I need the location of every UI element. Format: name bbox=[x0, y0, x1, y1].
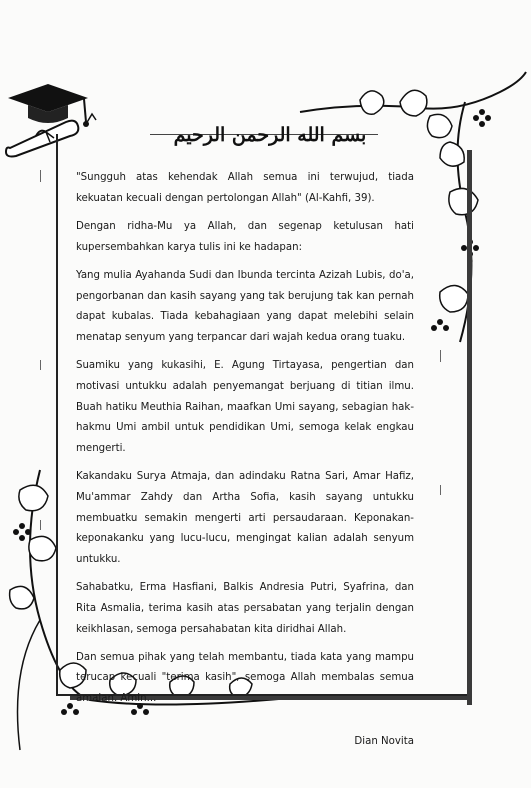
edge-mark bbox=[440, 485, 441, 495]
edge-mark bbox=[40, 520, 41, 530]
frame-shadow-right bbox=[467, 150, 472, 705]
paragraph-quote: "Sungguh atas kehendak Allah semua ini terwujud, tiada kekuatan kecuali dengan pertolongan Allah" (Al-Kahfi, 39). bbox=[76, 172, 414, 204]
paragraph-friends: Sahabatku, Erma Hasfiani, Balkis Andresia Putri, Syafrina, dan Rita Asmalia, terima kasih atas persabatan yang terjalin dengan keikhlasan, semoga persahabatan kita diridhai Allah. bbox=[76, 582, 414, 635]
dedication-text bbox=[76, 168, 414, 760]
edge-mark bbox=[440, 350, 441, 362]
paragraph-intro: Dengan ridha-Mu ya Allah, dan segenap ketulusan hati kupersembahkan karya tulis ini ke hadapan: bbox=[76, 220, 414, 253]
paragraph-closing: Dan semua pihak yang telah membantu, tiada kata yang mampu terucap kecuali "terima kasih", semoga Allah membalas semua amalan. Amin... bbox=[76, 651, 414, 705]
basmala-heading: بسم الله الرحمن الرحيم bbox=[173, 124, 367, 146]
signature: Dian Novita bbox=[354, 735, 414, 747]
edge-mark bbox=[40, 360, 41, 370]
paragraph-parents: Yang mulia Ayahanda Sudi dan Ibunda tercinta Azizah Lubis, do'a, pengorbanan dan kasih sayang yang tak berujung tak kan pernah dapat kubalas. Tiada kebahagiaan yang dapat melebihi selain menatap senyum yang terpancar dari wajah kedua orang tuaku. bbox=[76, 269, 414, 343]
edge-mark bbox=[40, 170, 41, 182]
paragraph-husband: Suamiku yang kukasihi, E. Agung Tirtayasa, pengertian dan motivasi untukku adalah penyemangat berjuang di titian ilmu. Buah hatiku Meuthia Raihan, maafkan Umi sayang, sebagian hak-hakmu Umi ambil untuk pendidikan Umi, semoga kelak engkau mengerti. bbox=[76, 360, 414, 454]
paragraph-siblings: Kakandaku Surya Atmaja, dan adindaku Ratna Sari, Amar Hafiz, Mu'ammar Zahdy dan Artha Sofia, kasih sayang untukku membuatku semakin mengerti arti persaudaraan. Keponakan-keponakanku yang lucu-lucu, mengingat kalian adalah senyum untukku. bbox=[76, 471, 414, 565]
